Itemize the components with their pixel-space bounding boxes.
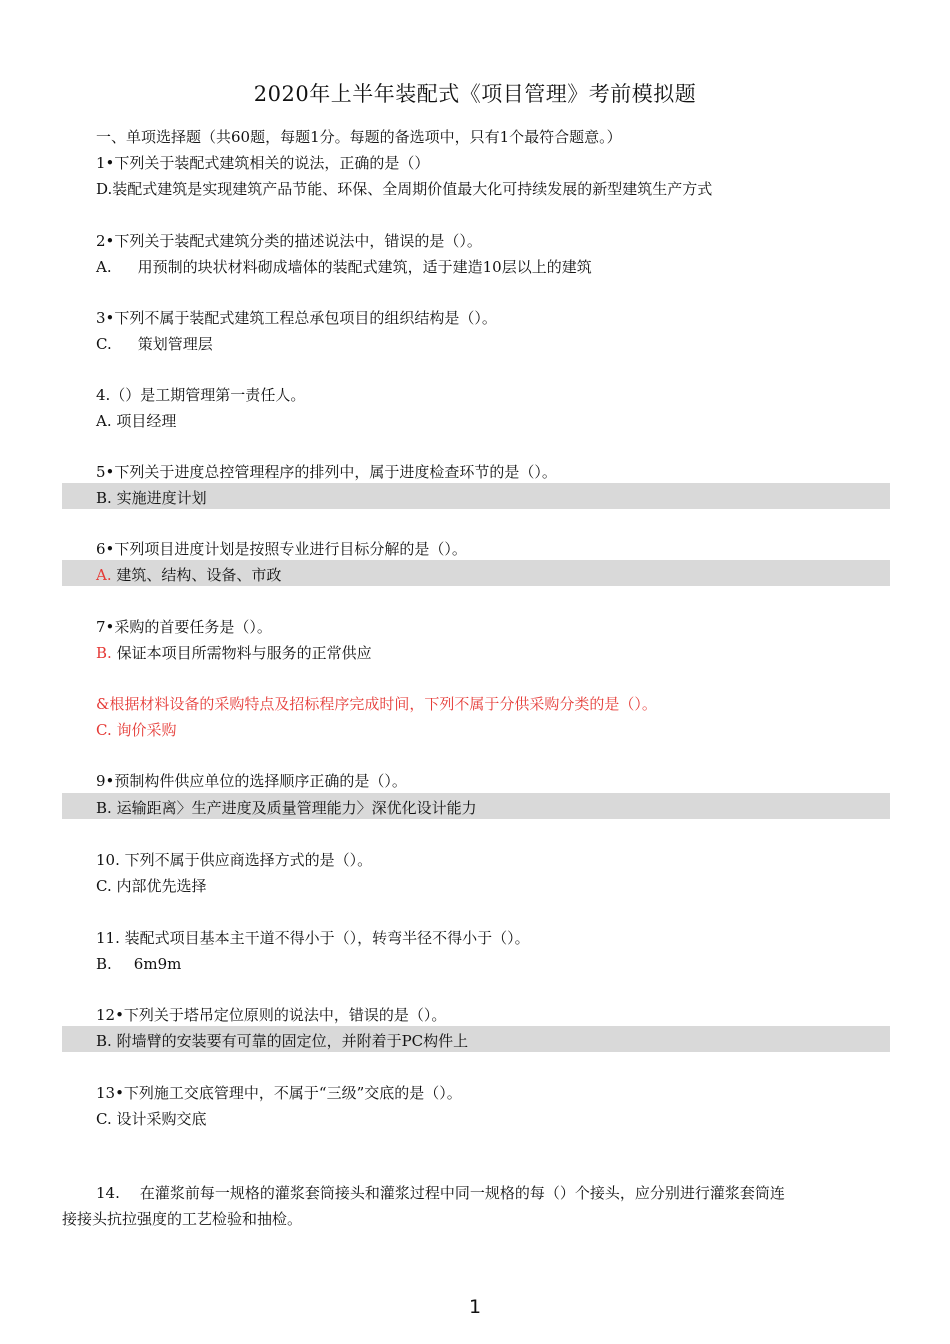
question-3: 3•下列不属于装配式建筑工程总承包项目的组织结构是（）。 bbox=[96, 309, 497, 327]
section-header: 一、单项选择题（共60题，每题1分。每题的备选项中，只有1个最符合题意。） bbox=[96, 128, 622, 146]
question-10: 10. 下列不属于供应商选择方式的是（）。 bbox=[96, 851, 373, 869]
answer-11-text: 6m9m bbox=[133, 955, 182, 973]
question-13: 13•下列施工交底管理中，不属于“三级”交底的是（）。 bbox=[96, 1084, 462, 1102]
answer-6-option: A. bbox=[96, 566, 112, 584]
answer-12-text: 附墙臂的安装要有可靠的固定位，并附着于PC构件上 bbox=[116, 1032, 469, 1050]
question-11: 11. 装配式项目基本主干道不得小于（），转弯半径不得小于（）。 bbox=[96, 929, 530, 947]
answer-8-option: C. bbox=[96, 721, 112, 739]
page-number: 1 bbox=[468, 1296, 482, 1318]
answer-4 bbox=[96, 410, 176, 432]
answer-11 bbox=[96, 953, 181, 975]
answer-4-option: A. bbox=[96, 412, 112, 430]
answer-13 bbox=[96, 1108, 207, 1130]
answer-10-option: C. bbox=[96, 877, 112, 895]
answer-9-option: B. bbox=[96, 799, 112, 817]
answer-7-option: B. bbox=[96, 644, 112, 662]
question-5: 5•下列关于进度总控管理程序的排列中，属于进度检查环节的是（）。 bbox=[96, 463, 557, 481]
answer-6-text: 建筑、结构、设备、市政 bbox=[116, 566, 282, 584]
answer-1: D.装配式建筑是实现建筑产品节能、环保、全周期价值最大化可持续发展的新型建筑生产方式 bbox=[96, 180, 713, 198]
answer-8 bbox=[96, 719, 177, 741]
question-6: 6•下列项目进度计划是按照专业进行目标分解的是（）。 bbox=[96, 540, 467, 558]
question-12: 12•下列关于塔吊定位原则的说法中，错误的是（）。 bbox=[96, 1006, 447, 1024]
question-4: 4.（）是工期管理第一责任人。 bbox=[96, 386, 306, 404]
answer-3-text: 策划管理层 bbox=[137, 335, 213, 353]
question-9: 9•预制构件供应单位的选择顺序正确的是（）。 bbox=[96, 772, 407, 790]
answer-3-option: C. bbox=[96, 335, 112, 353]
answer-2-text: 用预制的块状材料砌成墙体的装配式建筑，适于建造10层以上的建筑 bbox=[137, 258, 592, 276]
answer-2 bbox=[96, 256, 592, 278]
answer-13-text: 设计采购交底 bbox=[116, 1110, 207, 1128]
answer-4-text: 项目经理 bbox=[116, 412, 177, 430]
question-8: &根据材料设备的采购特点及招标程序完成时间，下列不属于分供采购分类的是（）。 bbox=[96, 695, 657, 713]
answer-6 bbox=[96, 564, 281, 586]
answer-9-text: 运输距离〉生产进度及质量管理能力〉深优化设计能力 bbox=[116, 799, 477, 817]
answer-7-text: 保证本项目所需物料与服务的正常供应 bbox=[116, 644, 372, 662]
question-14-number: 14. bbox=[96, 1184, 120, 1202]
question-14-line-1 bbox=[62, 1180, 882, 1206]
answer-5 bbox=[96, 487, 207, 509]
question-14-text-1: 在灌浆前每一规格的灌浆套筒接头和灌浆过程中同一规格的每（）个接头，应分别进行灌浆套筒连 bbox=[139, 1184, 785, 1202]
answer-8-text: 询价采购 bbox=[116, 721, 177, 739]
question-14-line-2: 接接头抗拉强度的工艺检验和抽检。 bbox=[62, 1210, 303, 1228]
answer-13-option: C. bbox=[96, 1110, 112, 1128]
question-7: 7•采购的首要任务是（）。 bbox=[96, 618, 272, 636]
answer-10-text: 内部优先选择 bbox=[116, 877, 207, 895]
answer-5-text: 实施进度计划 bbox=[116, 489, 207, 507]
answer-5-option: B. bbox=[96, 489, 112, 507]
answer-7 bbox=[96, 642, 372, 664]
answer-9 bbox=[96, 797, 477, 819]
question-2: 2•下列关于装配式建筑分类的描述说法中，错误的是（）。 bbox=[96, 232, 482, 250]
answer-2-option: A. bbox=[96, 258, 112, 276]
answer-10 bbox=[96, 875, 207, 897]
page-title: 2020年上半年装配式《项目管理》考前模拟题 bbox=[253, 82, 697, 106]
answer-12-option: B. bbox=[96, 1032, 112, 1050]
answer-12 bbox=[96, 1030, 468, 1052]
answer-11-option: B. bbox=[96, 955, 112, 973]
answer-3 bbox=[96, 333, 213, 355]
question-1: 1•下列关于装配式建筑相关的说法，正确的是（） bbox=[96, 154, 430, 172]
question-14 bbox=[62, 1180, 882, 1232]
